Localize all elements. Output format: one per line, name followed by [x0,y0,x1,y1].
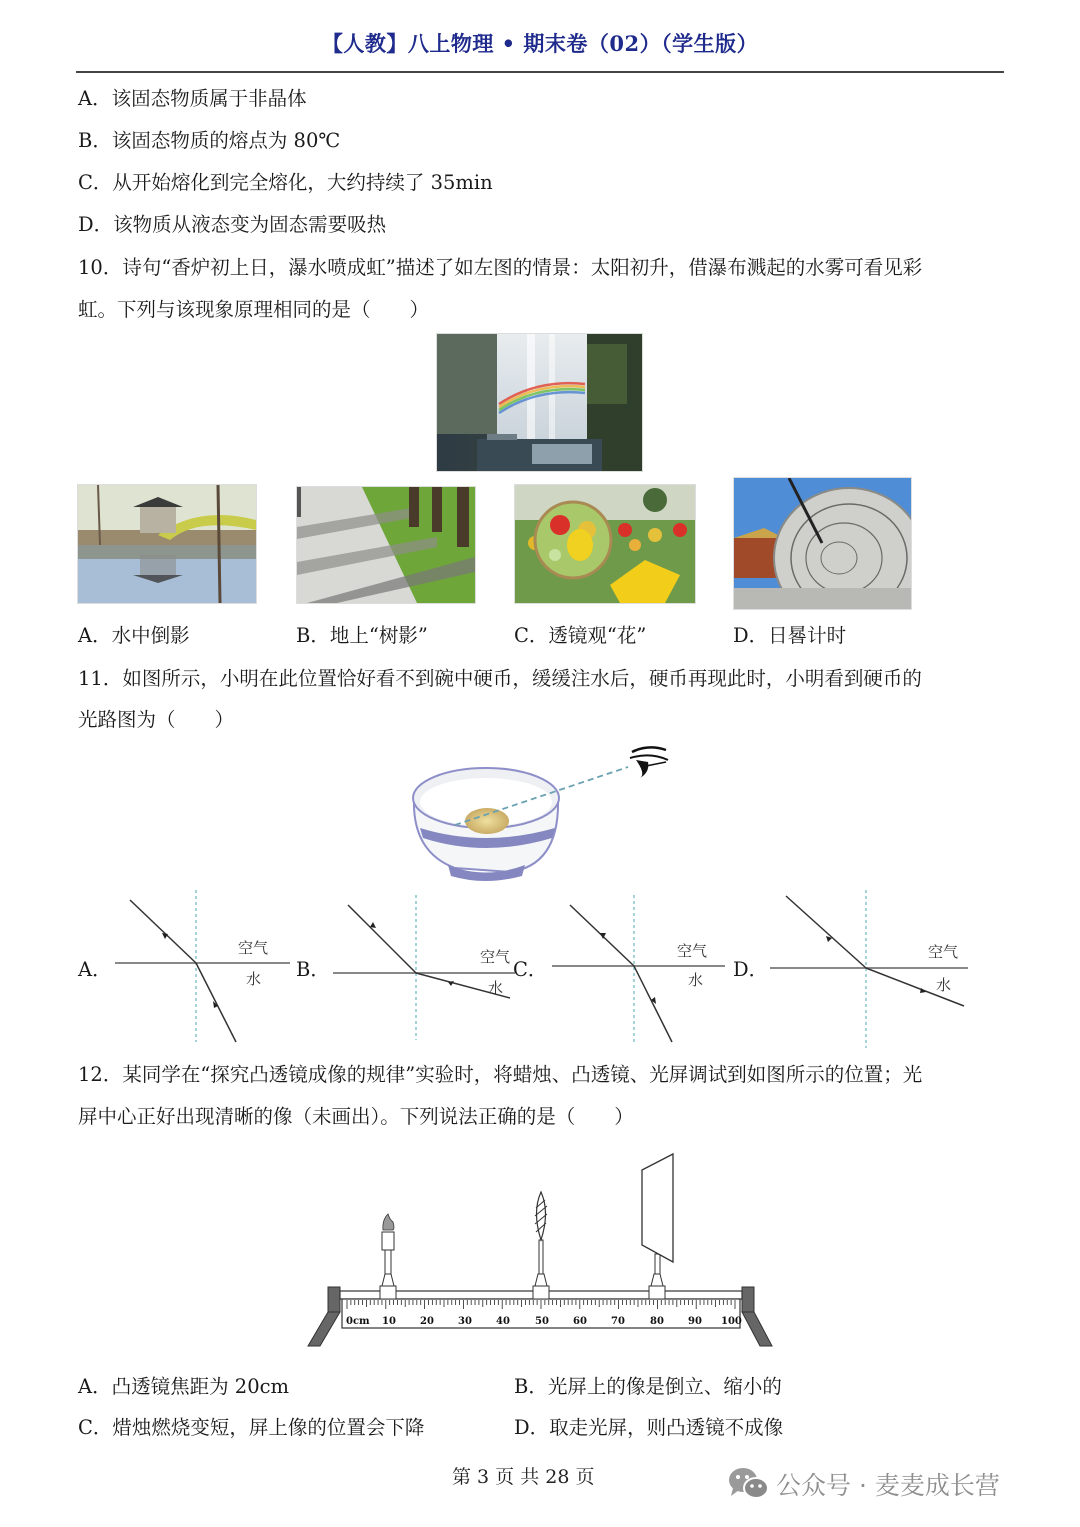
q11-option-c-label: C． [513,958,548,981]
q11-option-b-diagram [330,895,515,1045]
option-text: 透镜观“花” [548,624,647,647]
q11-stem-line2: 光路图为（ ） [78,708,235,731]
option-label: D． [78,213,114,236]
option-text: 地上“树影” [329,624,428,647]
water-label: 水 [688,971,704,989]
ruler-label: 40 [496,1316,510,1327]
q10-stem-line2: 虹。下列与该现象原理相同的是（ ） [78,298,430,321]
q9-option-a [78,86,307,112]
q11-option-d-diagram [768,890,973,1050]
bowl-coin-eye-illustration [400,740,700,890]
q11-option-c-diagram [550,895,725,1045]
option-text: 焟烛燃烧变短，屏上像的位置会下降 [112,1416,425,1439]
page-number: 第 3 页 共 28 页 [452,1466,595,1488]
ruler-label: 10 [382,1316,396,1327]
option-text: 从开始熔化到完全熔化，大约持续了 35min [112,171,493,194]
ruler-label: 90 [688,1316,702,1327]
ruler-label: 60 [573,1316,587,1327]
option-label: B． [514,1375,548,1398]
q10-option-a [78,623,190,649]
option-label: D． [733,624,769,647]
ruler-label: 50 [535,1316,549,1327]
header-divider [76,71,1004,73]
convex-lens-icon [533,1192,549,1299]
ruler-label: 0cm [346,1316,370,1327]
ruler-label: 100 [721,1316,742,1327]
pavilion-reflection-photo [77,484,257,604]
option-text: 凸透镜焦距为 20cm [111,1375,290,1398]
q12-stem-line2: 屏中心正好出现清晰的像（未画出）。下列说法正确的是（ ） [78,1105,634,1128]
wechat-icon [727,1466,771,1502]
option-label: C． [514,624,549,647]
option-label: A． [78,87,112,110]
water-label: 水 [936,976,952,994]
q10-option-d [733,623,846,649]
document-header-title: 【人教】八上物理 • 期末卷（02）（学生版） [321,31,759,56]
q10-option-c [514,623,646,649]
option-text: 该固态物质属于非晶体 [111,87,307,110]
option-label: B． [78,129,112,152]
light-screen-icon [642,1154,673,1299]
tree-shadow-photo [296,486,476,604]
q10-option-b [296,623,428,649]
q12-option-a [78,1374,289,1400]
ruler-label: 70 [611,1316,625,1327]
q12-option-b [514,1374,782,1400]
option-text: 该物质从液态变为固态需要吸热 [113,213,387,236]
option-label: C． [78,1416,113,1439]
q9-option-d [78,212,386,238]
option-text: 取走光屏，则凸透镜不成像 [549,1416,784,1439]
option-label: A． [78,624,112,647]
q11-option-d-label: D． [733,958,769,981]
air-label: 空气 [677,942,708,960]
water-label: 水 [488,979,504,997]
q11-option-a-label: A． [78,958,112,981]
sundial-photo [733,477,912,610]
waterfall-rainbow-photo [436,333,643,472]
option-text: 水中倒影 [111,624,190,647]
q12-option-d [514,1415,783,1441]
q10-stem-line1: 10．诗句“香炉初上日，瀑水喷成虹”描述了如左图的情景：太阳初升，借瀑布溅起的水雾可看见彩 [78,256,923,279]
air-label: 空气 [238,939,269,957]
watermark-text: 公众号 · 麦麦成长营 [776,1471,1000,1500]
ruler-label: 30 [458,1316,472,1327]
q9-option-b [78,128,340,154]
ruler-label: 20 [420,1316,434,1327]
q11-stem-line1: 11．如图所示，小明在此位置恰好看不到碗中硬币，缓缓注水后，硬币再现此时，小明看到硬币的 [78,667,922,690]
option-text: 光屏上的像是倒立、缩小的 [547,1375,782,1398]
q12-option-c [78,1415,424,1441]
option-label: B． [296,624,330,647]
q11-option-a-diagram [110,890,290,1050]
q9-option-c [78,170,493,196]
option-text: 日晷计时 [768,624,847,647]
candle-icon [380,1214,396,1299]
optical-bench-diagram [300,1150,780,1350]
option-label: C． [78,171,113,194]
magnifier-tulips-photo [514,484,696,604]
ruler-label: 80 [650,1316,664,1327]
q11-option-b-label: B． [296,958,330,981]
air-label: 空气 [928,943,959,961]
option-label: D． [514,1416,550,1439]
eye-icon [630,747,668,778]
q12-stem-line1: 12．某同学在“探究凸透镜成像的规律”实验时，将蜡烛、凸透镜、光屏调试到如图所示的位置；光 [78,1063,923,1086]
option-label: A． [78,1375,112,1398]
water-label: 水 [246,970,262,988]
option-text: 该固态物质的熔点为 80℃ [111,129,341,152]
air-label: 空气 [480,948,511,966]
